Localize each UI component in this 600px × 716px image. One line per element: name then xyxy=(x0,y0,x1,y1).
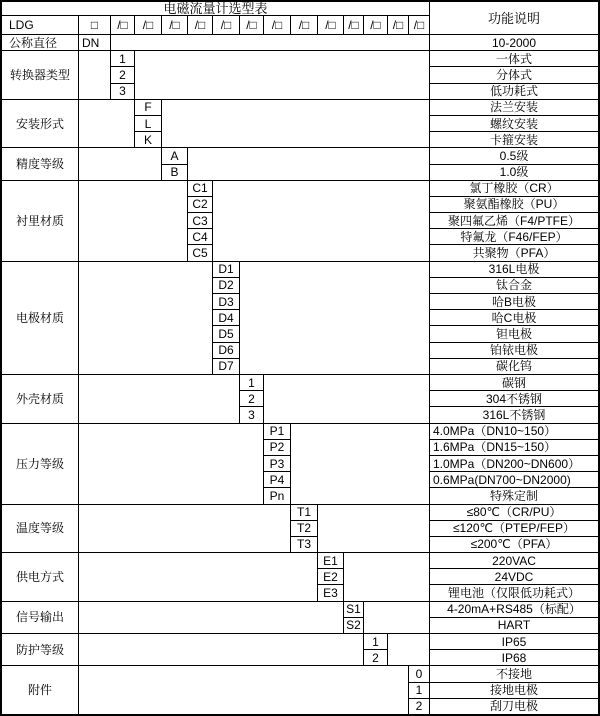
category-label-installation: 安装形式 xyxy=(2,100,78,148)
option-code: T1 xyxy=(291,505,317,520)
option-code: 2 xyxy=(409,699,429,714)
option-desc: 卡箍安装 xyxy=(430,132,598,147)
option-desc: HART xyxy=(430,618,598,633)
option-code: C2 xyxy=(188,197,212,212)
option-code: 1 xyxy=(409,683,429,698)
option-code: D4 xyxy=(213,310,239,325)
option-desc: 螺纹安装 xyxy=(430,116,598,131)
option-desc: 分体式 xyxy=(430,67,598,82)
model-code-slot: /□ xyxy=(111,16,134,34)
empty-cell xyxy=(318,505,429,553)
option-code: Pn xyxy=(264,488,290,503)
option-desc: 304不锈钢 xyxy=(430,391,598,406)
category-label-protection-rating: 防护等级 xyxy=(2,634,78,665)
model-code-slot: /□ xyxy=(135,16,161,34)
option-desc: 10-2000 xyxy=(430,35,598,50)
empty-cell xyxy=(79,634,363,665)
option-desc: 特殊定制 xyxy=(430,488,598,503)
empty-cell xyxy=(213,181,429,261)
option-desc: 钽电极 xyxy=(430,326,598,341)
option-desc: 0.5级 xyxy=(430,148,598,163)
option-code: D7 xyxy=(213,359,239,374)
model-code-slot: /□ xyxy=(162,16,187,34)
option-desc: 特氟龙（F46/FEP） xyxy=(430,229,598,244)
option-code: 1 xyxy=(240,375,263,390)
option-desc: 刮刀电极 xyxy=(430,699,598,714)
option-code: 1 xyxy=(364,634,387,649)
option-desc: 316L不锈钢 xyxy=(430,407,598,422)
option-code: D3 xyxy=(213,294,239,309)
option-desc: 4-20mA+RS485（标配） xyxy=(430,602,598,617)
category-label-accessories: 附件 xyxy=(2,666,78,714)
category-label-lining-material: 衬里材质 xyxy=(2,181,78,261)
option-code: E1 xyxy=(318,553,343,568)
empty-cell xyxy=(79,262,212,374)
option-code: F xyxy=(135,100,161,115)
option-code: L xyxy=(135,116,161,131)
model-code-slot: /□ xyxy=(318,16,343,34)
model-code-slot: /□ xyxy=(213,16,239,34)
category-label-electrode-material: 电极材质 xyxy=(2,262,78,374)
option-code: A xyxy=(162,148,187,163)
empty-cell xyxy=(79,51,110,99)
option-desc: 铂铱电极 xyxy=(430,343,598,358)
option-desc: 24VDC xyxy=(430,569,598,584)
empty-cell xyxy=(388,634,429,665)
option-code: 2 xyxy=(240,391,263,406)
option-code: 2 xyxy=(364,650,387,665)
option-desc: 哈B电极 xyxy=(430,294,598,309)
model-prefix: LDG xyxy=(2,16,78,34)
option-code: C5 xyxy=(188,245,212,260)
option-code: E3 xyxy=(318,585,343,600)
empty-cell xyxy=(79,375,239,423)
model-code-slot: /□ xyxy=(409,16,429,34)
option-desc: 碳钢 xyxy=(430,375,598,390)
table-title: 电磁流量计选型表 xyxy=(2,2,429,15)
category-label-signal-output: 信号输出 xyxy=(2,602,78,633)
option-desc: 316L电极 xyxy=(430,262,598,277)
model-code-slot: /□ xyxy=(388,16,408,34)
option-desc: 接地电极 xyxy=(430,683,598,698)
empty-cell xyxy=(162,100,429,148)
option-desc: ≤200℃（PFA） xyxy=(430,537,598,552)
option-code: 2 xyxy=(111,67,134,82)
empty-cell xyxy=(111,35,429,50)
empty-cell xyxy=(79,666,408,714)
option-desc: 低功耗式 xyxy=(430,84,598,99)
option-code: C4 xyxy=(188,229,212,244)
option-code: B xyxy=(162,165,187,180)
option-desc: 220VAC xyxy=(430,553,598,568)
category-label-accuracy: 精度等级 xyxy=(2,148,78,179)
category-label-converter-type: 转换器类型 xyxy=(2,51,78,99)
option-desc: 一体式 xyxy=(430,51,598,66)
option-desc: 聚四氟乙烯（F4/PTFE） xyxy=(430,213,598,228)
option-desc: 哈C电极 xyxy=(430,310,598,325)
option-code: D5 xyxy=(213,326,239,341)
option-code: 0 xyxy=(409,666,429,681)
empty-cell xyxy=(79,424,263,504)
option-code: 3 xyxy=(111,84,134,99)
option-code: D6 xyxy=(213,343,239,358)
option-code: 3 xyxy=(240,407,263,422)
option-code: P4 xyxy=(264,472,290,487)
category-label-pressure-rating: 压力等级 xyxy=(2,424,78,504)
option-desc: 钛合金 xyxy=(430,278,598,293)
model-code-slot: /□ xyxy=(291,16,317,34)
model-code-slot: /□ xyxy=(344,16,363,34)
empty-cell xyxy=(240,262,429,374)
category-label-power-supply: 供电方式 xyxy=(2,553,78,601)
category-label-housing-material: 外壳材质 xyxy=(2,375,78,423)
option-desc: 1.6MPa（DN15~150） xyxy=(430,440,598,455)
model-code-slot: /□ xyxy=(264,16,290,34)
option-code: T2 xyxy=(291,521,317,536)
empty-cell xyxy=(264,375,429,423)
option-code: S1 xyxy=(344,602,363,617)
option-desc: 碳化钨 xyxy=(430,359,598,374)
function-column-header: 功能说明 xyxy=(430,2,598,34)
empty-cell xyxy=(79,148,161,179)
empty-cell xyxy=(79,181,187,261)
category-label-nominal-diameter: 公称直径 xyxy=(2,35,78,50)
option-desc: ≤120℃（PTEP/FEP） xyxy=(430,521,598,536)
category-label-temperature-rating: 温度等级 xyxy=(2,505,78,553)
model-code-slot: /□ xyxy=(240,16,263,34)
option-code: 1 xyxy=(111,51,134,66)
option-code: D2 xyxy=(213,278,239,293)
empty-cell xyxy=(291,424,429,504)
option-code: P2 xyxy=(264,440,290,455)
option-desc: 氯丁橡胶（CR） xyxy=(430,181,598,196)
option-code: D1 xyxy=(213,262,239,277)
option-code: P1 xyxy=(264,424,290,439)
model-box: □ xyxy=(79,16,110,34)
option-code: T3 xyxy=(291,537,317,552)
option-desc: IP68 xyxy=(430,650,598,665)
option-desc: 4.0MPa（DN10~150） xyxy=(430,424,598,439)
empty-cell xyxy=(364,602,429,633)
option-code: P3 xyxy=(264,456,290,471)
option-desc: 法兰安装 xyxy=(430,100,598,115)
empty-cell xyxy=(135,51,429,99)
option-code: C3 xyxy=(188,213,212,228)
option-desc: 0.6MPa(DN700~DN2000) xyxy=(430,472,598,487)
option-desc: 不接地 xyxy=(430,666,598,681)
option-code: C1 xyxy=(188,181,212,196)
option-code: S2 xyxy=(344,618,363,633)
option-code: E2 xyxy=(318,569,343,584)
option-code: DN xyxy=(79,35,110,50)
empty-cell xyxy=(188,148,429,179)
option-desc: ≤80℃（CR/PU） xyxy=(430,505,598,520)
empty-cell xyxy=(344,553,429,601)
option-code: K xyxy=(135,132,161,147)
model-code-slot: /□ xyxy=(364,16,387,34)
empty-cell xyxy=(79,100,134,148)
option-desc: 锂电池（仅限低功耗式） xyxy=(430,585,598,600)
empty-cell xyxy=(79,505,290,553)
option-desc: IP65 xyxy=(430,634,598,649)
empty-cell xyxy=(79,602,343,633)
option-desc: 1.0级 xyxy=(430,165,598,180)
model-code-slot: /□ xyxy=(188,16,212,34)
empty-cell xyxy=(79,553,317,601)
option-desc: 聚氨酯橡胶（PU） xyxy=(430,197,598,212)
option-desc: 1.0MPa（DN200~DN600） xyxy=(430,456,598,471)
option-desc: 共聚物（PFA） xyxy=(430,245,598,260)
